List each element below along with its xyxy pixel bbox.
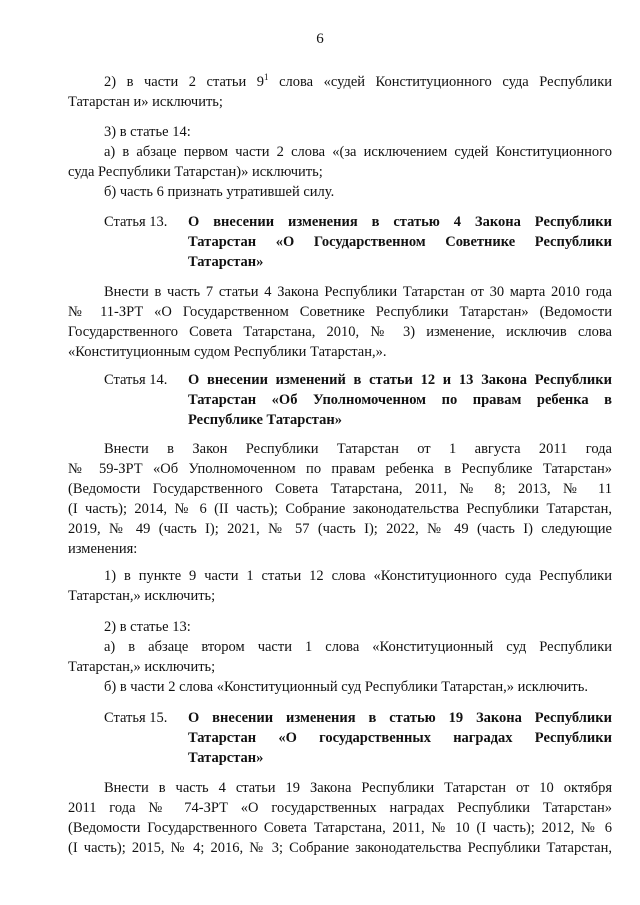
paragraph-line: а) в абзаце первом части 2 слова «(за исключением судей Конституционного — [104, 144, 612, 160]
paragraph-line: а) в абзаце втором части 1 слова «Конституционный суд Республики — [104, 639, 612, 655]
paragraph-line: Татарстан,» исключить; — [68, 659, 216, 675]
paragraph-line: «Конституционным судом Республики Татарстан,». — [68, 344, 387, 360]
paragraph-line: Внести в часть 7 статьи 4 Закона Республики Татарстан от 30 марта 2010 года — [104, 284, 612, 300]
paragraph-line: б) в части 2 слова «Конституционный суд Республики Татарстан,» исключить. — [104, 679, 588, 695]
paragraph-line: (Ведомости Государственного Совета Татарстана, 2011, № 8; 2013, № 11 — [68, 481, 612, 497]
paragraph-line: б) часть 6 признать утратившей силу. — [104, 184, 335, 200]
paragraph-line: 1) в пункте 9 части 1 статьи 12 слова «Конституционного суда Республики — [104, 568, 612, 584]
article-title-line: Татарстан «О государственных наградах Республики — [188, 730, 612, 746]
article-title-line: Татарстан» — [188, 254, 264, 270]
paragraph-line: 2) в части 2 статьи $9^1$ слова «судей Конституционного суда Республики — [104, 72, 612, 90]
paragraph-line: № 11-ЗРТ «О Государственном Советнике Республики Татарстан» (Ведомости — [68, 304, 612, 320]
paragraph-line: Внести в часть 4 статьи 19 Закона Республики Татарстан от 10 октября — [104, 780, 612, 796]
paragraph-line: 3) в статье 14: — [104, 124, 191, 140]
paragraph-line: Внести в Закон Республики Татарстан от 1 августа 2011 года — [104, 441, 612, 457]
paragraph-line: суда Республики Татарстан)» исключить; — [68, 164, 323, 180]
paragraph-line: 2011 года № 74-ЗРТ «О государственных наградах Республики Татарстан» — [68, 800, 612, 816]
superscript: 1 — [264, 72, 269, 83]
paragraph-line: № 59-ЗРТ «Об Уполномоченном по правам ребенка в Республике Татарстан» — [68, 461, 612, 477]
paragraph-line: Татарстан и» исключить; — [68, 94, 223, 110]
article-title-line: Татарстан» — [188, 750, 264, 766]
paragraph-line: (I часть); 2014, № 6 (II часть); Собрание законодательства Республики Татарстан, — [68, 501, 612, 517]
article-label: Статья 15. — [104, 710, 168, 726]
page-number: 6 — [316, 31, 324, 47]
article-title-line: Татарстан «Об Уполномоченном по правам ребенка в — [188, 392, 612, 408]
paragraph-line: (I часть); 2015, № 4; 2016, № 3; Собрание законодательства Республики Татарстан, — [68, 840, 612, 856]
paragraph-line: (Ведомости Государственного Совета Татарстана, 2011, № 10 (I часть); 2012, № 6 — [68, 820, 612, 836]
paragraph-line: Государственного Совета Татарстана, 2010, № 3) изменение, исключив слова — [68, 324, 612, 340]
paragraph-line: изменения: — [68, 541, 138, 557]
article-title-line: О внесении изменений в статьи 12 и 13 Закона Республики — [188, 372, 612, 388]
article-title-line: О внесении изменения в статью 19 Закона Республики — [188, 710, 612, 726]
article-title-line: Республике Татарстан» — [188, 412, 342, 428]
article-title-line: Татарстан «О Государственном Советнике Республики — [188, 234, 612, 250]
article-label: Статья 13. — [104, 214, 168, 230]
paragraph-line: 2) в статье 13: — [104, 619, 191, 635]
paragraph-line: Татарстан,» исключить; — [68, 588, 216, 604]
article-title-line: О внесении изменения в статью 4 Закона Республики — [188, 214, 612, 230]
article-label: Статья 14. — [104, 372, 168, 388]
paragraph-line: 2019, № 49 (часть I); 2021, № 57 (часть I); 2022, № 49 (часть I) следующие — [68, 521, 612, 537]
